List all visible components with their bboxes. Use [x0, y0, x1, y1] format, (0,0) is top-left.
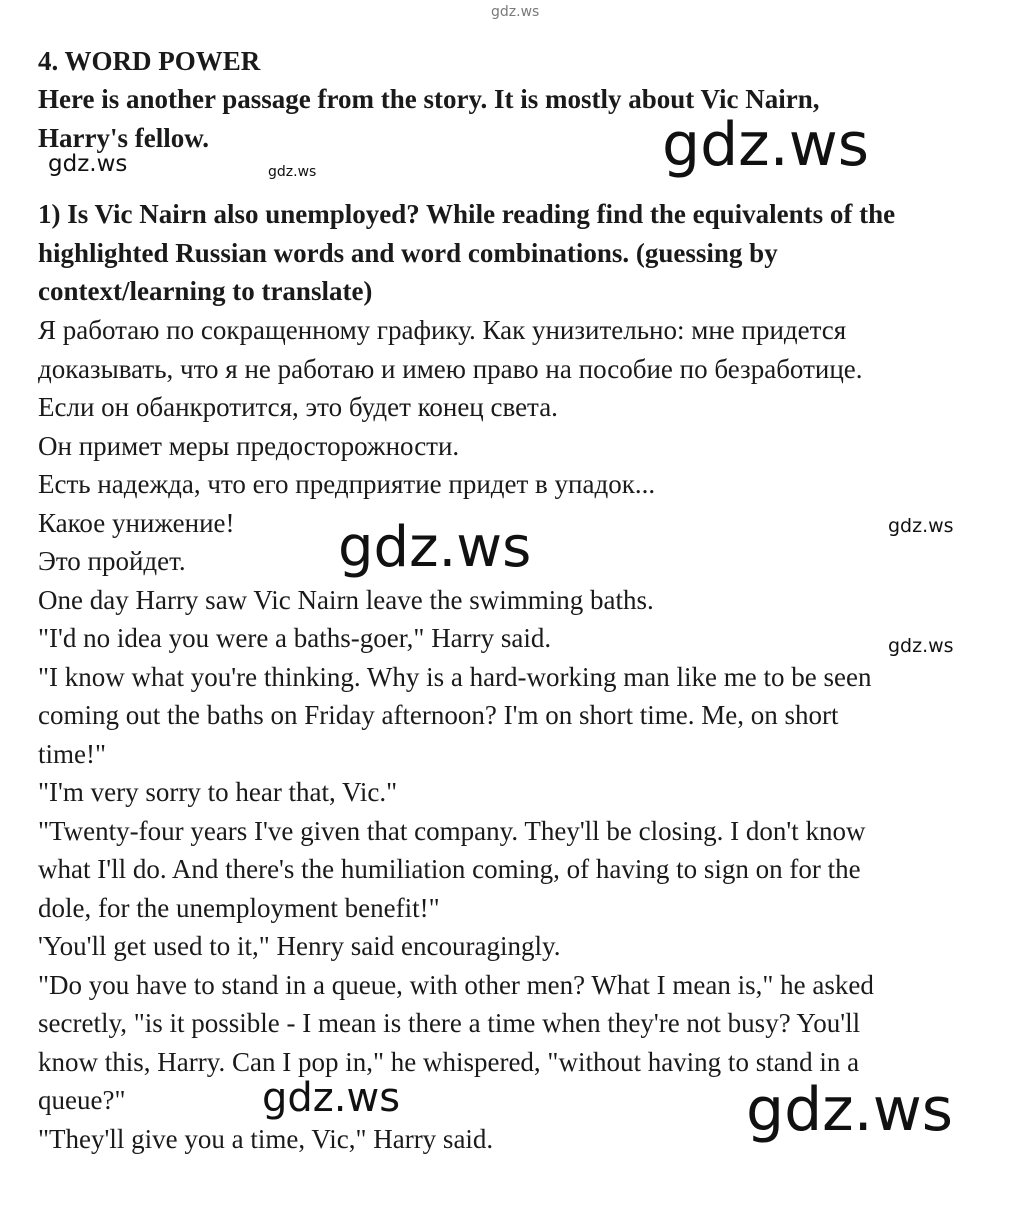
watermark-medium: gdz.ws [338, 515, 532, 580]
text-line: queue?" [38, 1085, 126, 1115]
text-line: "I'm very sorry to hear that, Vic." [38, 777, 398, 807]
watermark-large: gdz.ws [746, 1075, 954, 1145]
text-line: "Twenty-four years I've given that company. They'll be closing. I don't know [38, 815, 866, 846]
task-instruction: 1) Is Vic Nairn also unemployed? While reading find the equivalents of the highlighted Russian words and word combinations. (guessing by context/learning to translate) [38, 199, 896, 306]
text-line: know this, Harry. Can I pop in," he whispered, "without having to stand in a [38, 1046, 860, 1077]
text-line: dole, for the unemployment benefit!" [38, 892, 440, 923]
text-line: Какое унижение! [38, 507, 235, 538]
text-line: time!" [38, 738, 107, 769]
text-line: доказывать, что я не работаю и имею право на пособие по безработице. [38, 353, 863, 384]
text-line: "They'll give you a time, Vic," Harry said. [38, 1123, 494, 1154]
text-line: "I know what you're thinking. Why is a hard-working man like me to be seen [38, 661, 872, 692]
watermark-small: gdz.ws [888, 515, 954, 537]
watermark-small: gdz.ws [888, 635, 954, 657]
text-line: Он примет меры предосторожности. [38, 430, 460, 461]
text-line: "Do you have to stand in a queue, with other men? What I mean is," he asked [38, 969, 874, 1000]
text-line: Есть надежда, что его предприятие придет в упадок... [38, 469, 656, 499]
text-line: coming out the baths on Friday afternoon? I'm on short time. Me, on short [38, 700, 839, 730]
text-line: "I'd no idea you were a baths-goer," Harry said. [38, 623, 552, 653]
watermark-medium: gdz.ws [262, 1075, 401, 1121]
section-intro: Here is another passage from the story. It is mostly about Vic Nairn, Harry's fellow. [38, 84, 820, 153]
text-line: 'You'll get used to it," Henry said encouragingly. [38, 931, 561, 961]
passage-text [38, 311, 998, 1158]
watermark-small: gdz.ws [48, 151, 128, 177]
text-line: Это пройдет. [38, 546, 186, 576]
text-line: Я работаю по сокращенному графику. Как унизительно: мне придется [38, 315, 847, 345]
watermark-top: gdz.ws [491, 4, 540, 20]
watermark-large: gdz.ws [662, 110, 870, 180]
section-heading: 4. WORD POWER [38, 46, 261, 76]
text-line: secretly, "is it possible - I mean is there a time when they're not busy? You'll [38, 1008, 861, 1038]
text-line: what I'll do. And there's the humiliation coming, of having to sign on for the [38, 854, 861, 884]
watermark-tiny: gdz.ws [268, 164, 317, 180]
text-line: One day Harry saw Vic Nairn leave the swimming baths. [38, 584, 654, 615]
text-line: Если он обанкротится, это будет конец света. [38, 392, 558, 422]
